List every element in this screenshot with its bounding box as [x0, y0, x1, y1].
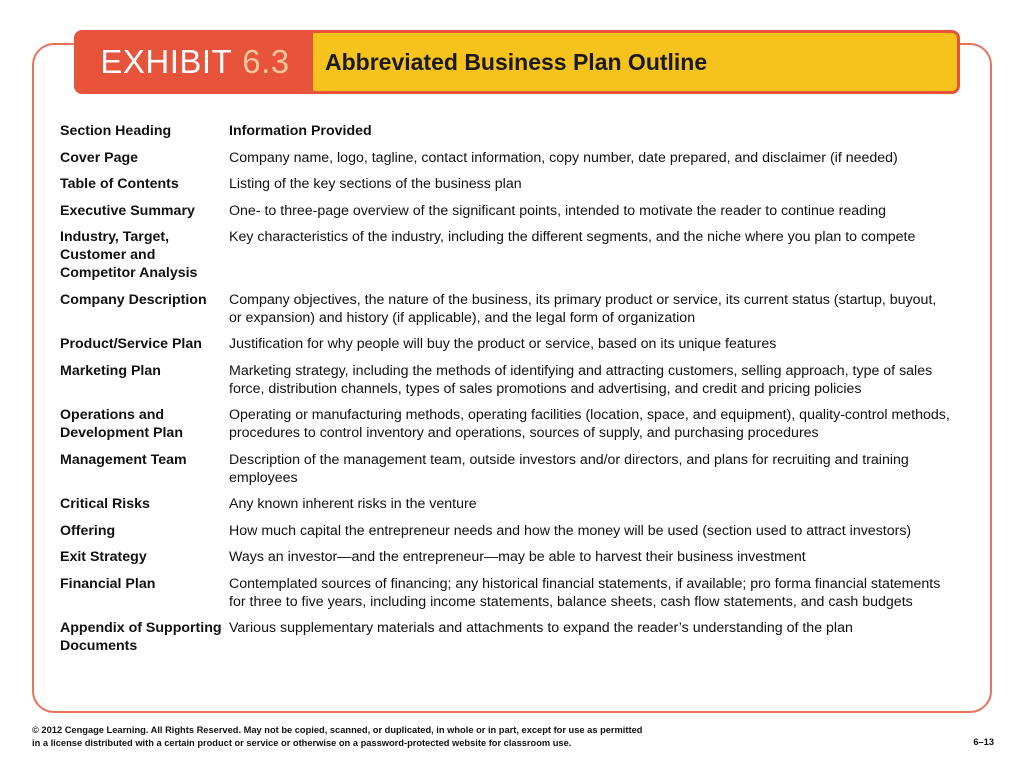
information-provided-cell: How much capital the entrepreneur needs and how the money will be used (section used to attract investors) — [229, 522, 912, 539]
information-provided-cell: Operating or manufacturing methods, operating facilities (location, space, and equipment), quality-control methods, procedures to control inventory and operations, sources of supply, and purchasing procedures — [229, 407, 950, 441]
table-row — [60, 406, 950, 451]
section-heading-cell: Critical Risks — [60, 496, 150, 512]
section-heading-cell: Exit Strategy — [60, 549, 147, 565]
section-heading-cell: Marketing Plan — [60, 362, 161, 379]
table-header-row — [60, 122, 950, 149]
section-heading-cell: Operations and Development Plan — [60, 407, 183, 441]
exhibit-label: EXHIBIT — [100, 43, 233, 80]
information-provided-cell: Marketing strategy, including the methods of identifying and attracting customers, selling approach, type of sales force, distribution channels, types of sales promotions and advertising, and credit and pricing policies — [229, 362, 933, 397]
column-header-information-provided: Information Provided — [229, 123, 372, 139]
section-heading-cell: Cover Page — [60, 149, 139, 166]
page-number: 6–13 — [973, 737, 994, 747]
section-heading-cell: Financial Plan — [60, 575, 156, 592]
table-row — [60, 335, 950, 362]
table-row — [60, 228, 950, 291]
table-row — [60, 495, 950, 522]
section-heading-cell: Offering — [60, 522, 116, 539]
table-row — [60, 362, 950, 407]
copyright-line-2: in a license distributed with a certain product or service or otherwise on a password-protected website for classroom use. — [32, 738, 572, 748]
table-row — [60, 619, 950, 664]
table-row — [60, 451, 950, 496]
exhibit-header — [74, 30, 960, 94]
copyright-line-1: © 2012 Cengage Learning. All Rights Reserved. May not be copied, scanned, or duplicated, in whole or in part, except for use as permitted — [32, 725, 643, 735]
table-row — [60, 149, 950, 176]
table-row — [60, 202, 950, 229]
section-heading-cell: Appendix of Supporting Documents — [60, 620, 222, 654]
section-heading-cell: Product/Service Plan — [60, 336, 202, 352]
table-row — [60, 522, 950, 549]
information-provided-cell: One- to three-page overview of the significant points, intended to motivate the reader to continue reading — [229, 202, 886, 219]
information-provided-cell: Company objectives, the nature of the business, its primary product or service, its current status (startup, buyout, or expansion) and history (if applicable), and the legal form of organization — [229, 291, 937, 326]
section-heading-cell: Company Description — [60, 291, 207, 308]
section-heading-cell: Table of Contents — [60, 176, 179, 192]
table-row — [60, 291, 950, 336]
section-heading-cell: Industry, Target, Customer and Competitor Analysis — [60, 229, 198, 281]
information-provided-cell: Contemplated sources of financing; any historical financial statements, if available; pro forma financial statements for three to five years, including income statements, balance sheets, cash flow statements, and cash budgets — [229, 575, 941, 610]
table-row — [60, 548, 950, 575]
information-provided-cell: Justification for why people will buy the product or service, based on its unique features — [229, 336, 777, 352]
exhibit-badge — [77, 33, 313, 91]
copyright-notice — [32, 724, 752, 750]
column-header-section-heading: Section Heading — [60, 123, 172, 139]
section-heading-cell: Management Team — [60, 451, 187, 468]
section-heading-cell: Executive Summary — [60, 202, 195, 219]
information-provided-cell: Key characteristics of the industry, including the different segments, and the niche where you plan to compete — [229, 229, 916, 245]
information-provided-cell: Company name, logo, tagline, contact information, copy number, date prepared, and disclaimer (if needed) — [229, 149, 898, 166]
information-provided-cell: Listing of the key sections of the business plan — [229, 176, 522, 192]
exhibit-title: Abbreviated Business Plan Outline — [325, 48, 708, 75]
exhibit-number: 6.3 — [242, 43, 290, 80]
business-plan-outline-table — [60, 122, 950, 664]
information-provided-cell: Any known inherent risks in the venture — [229, 496, 477, 512]
information-provided-cell: Ways an investor—and the entrepreneur—may be able to harvest their business investment — [229, 549, 806, 565]
table-row — [60, 175, 950, 202]
information-provided-cell: Description of the management team, outside investors and/or directors, and plans for recruiting and training employees — [229, 451, 909, 486]
table-row — [60, 575, 950, 620]
information-provided-cell: Various supplementary materials and attachments to expand the reader’s understanding of the plan — [229, 620, 853, 636]
